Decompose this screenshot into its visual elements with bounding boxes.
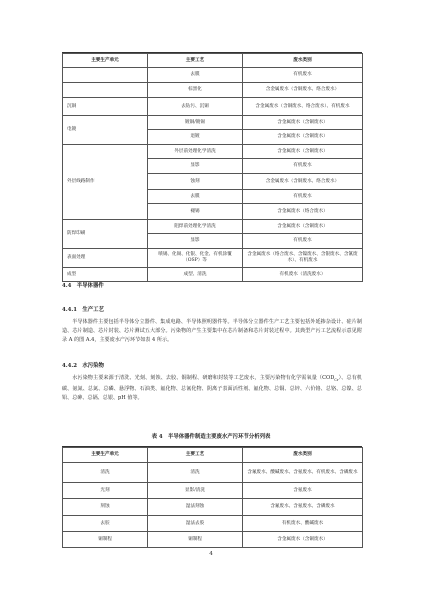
table-row — [63, 83, 363, 98]
cell-waste: 含氟废水、含氨废水、含磷废水 — [243, 499, 363, 516]
cell-unit: 防焊印刷 — [63, 220, 148, 249]
cell-waste: 含氨废水 — [243, 483, 363, 499]
cell-waste: 有机废水 — [243, 159, 363, 174]
cod-subscript: Cr — [334, 378, 339, 383]
cell-process: 蚀刻 — [148, 174, 243, 190]
cell-waste: 有机废水、酸碱废水 — [243, 516, 363, 532]
cell-process: 铜制程 — [148, 532, 243, 548]
paragraph-text-a: 水污染物主要来源于清洗、光刻、刻蚀、去胶、铜制程、研磨和封装等工艺废水，主要污染物有化学需氧量（COD — [72, 375, 335, 381]
paragraph-production-process: 半导体器件主要包括半导体分立器件、集成电路、半导体照明器件等。半导体分立器件生产工艺主要包括外延掺杂设计、硅片制造、芯片制造、芯片封装、芯片测试五大部分。污染物的产生主要集中在芯片制备和芯片封装过程中。其典型产污工艺流程示意见附录 A 的图 A.4，主要废水产污环节如表 4 所示。 — [62, 319, 362, 343]
table-header-row — [63, 448, 363, 463]
table-row — [63, 98, 363, 116]
header-process: 主要工艺 — [148, 54, 243, 68]
section-heading-4-4-2: 4.4.2 水污染物 — [62, 363, 104, 369]
cell-process: 棕黑化 — [148, 83, 243, 98]
cell-waste: 有机废水 — [243, 190, 363, 204]
header-process: 主要工艺 — [148, 448, 243, 463]
cell-waste: 有机废水 — [243, 68, 363, 83]
cell-unit: 去胶 — [63, 516, 148, 532]
cell-process: 去膜 — [148, 190, 243, 204]
cell-waste: 含金属废水（含铜废水） — [243, 532, 363, 548]
cell-unit: 刻蚀 — [63, 499, 148, 516]
cell-waste: 含金属废水（络合废水） — [243, 204, 363, 220]
header-unit: 主要生产单元 — [63, 54, 148, 68]
paragraph-water-pollutants — [62, 374, 362, 403]
wastewater-table-bottom — [62, 447, 363, 548]
table-row — [63, 463, 363, 483]
cell-waste: 含金属废水（含铜废水） — [243, 116, 363, 130]
page-number: 4 — [209, 551, 213, 557]
header-waste: 废水类别 — [243, 54, 363, 68]
table-row — [63, 220, 363, 234]
cell-process: 成型、清洗 — [148, 268, 243, 282]
cell-unit: 铜制程 — [63, 532, 148, 548]
header-waste: 废水类别 — [243, 448, 363, 463]
cell-unit: 清洗 — [63, 463, 148, 483]
cell-process: 去钻污、沉铜 — [148, 98, 243, 116]
table-row — [63, 68, 363, 83]
cell-waste: 含金属废水（含铜废水、络合废水） — [243, 174, 363, 190]
cell-process: 湿法刻蚀 — [148, 499, 243, 516]
cell-process: 镀铜/镀锡 — [148, 116, 243, 130]
wastewater-table-top — [62, 53, 363, 282]
table-caption: 表 4 半导体器件制造主要废水产污环节分析列表 — [151, 434, 271, 440]
cell-waste: 含金属废水（含铜废水、络合废水）、有机废水 — [243, 98, 363, 116]
table-row — [63, 483, 363, 499]
cell-waste: 含金属废水（含铜废水、络合废水） — [243, 83, 363, 98]
cell-unit — [63, 83, 148, 98]
cell-waste: 有机废水（清洗废水） — [243, 268, 363, 282]
table-row — [63, 116, 363, 130]
table-header-row — [63, 54, 363, 68]
cell-unit: 沉铜 — [63, 98, 148, 116]
cell-unit: 表面处理 — [63, 249, 148, 268]
table-row — [63, 145, 363, 159]
cell-waste: 含金属废水（含铜废水） — [243, 220, 363, 234]
paragraph-text-b: ）、总有机碳、氨氮、总氮、总磷、悬浮物、石油类、氟化物、总氰化物、阴离子表面活性剂、氟化物、总铜、总锌、六价铬、总铬、总镍、总铅、总砷、总镉、总银、pH 值等。 — [62, 375, 363, 401]
cell-process: 清洗 — [148, 463, 243, 483]
cell-process: 褪锡 — [148, 204, 243, 220]
cell-process: 去膜 — [148, 68, 243, 83]
table-row — [63, 268, 363, 282]
section-heading-4-4-1: 4.4.1 生产工艺 — [62, 307, 104, 313]
cell-waste: 含金属废水（含铜废水） — [243, 130, 363, 145]
cell-waste: 有机废水 — [243, 234, 363, 249]
table-row — [63, 532, 363, 548]
cell-unit: 光刻 — [63, 483, 148, 499]
cell-process: 阻焊前处理化学清洗 — [148, 220, 243, 234]
table-row — [63, 249, 363, 268]
cell-process: 退镀 — [148, 130, 243, 145]
cell-unit: 外层线路制作 — [63, 145, 148, 220]
cell-process: 湿法去胶 — [148, 516, 243, 532]
cell-unit: 成型 — [63, 268, 148, 282]
cell-process: 喷锡、化锡、化银、化金、有机涂覆（OSP）等 — [148, 249, 243, 268]
cell-process: 外层前处理化学清洗 — [148, 145, 243, 159]
cell-waste: 含氟废水、酸碱废水、含氨废水、有机废水、含磷废水 — [243, 463, 363, 483]
section-heading-4-4: 4.4 半导体器件 — [62, 283, 104, 289]
cell-process: 显影 — [148, 159, 243, 174]
cell-waste: 含金属废水（含铜废水） — [243, 145, 363, 159]
cell-process: 显影 — [148, 234, 243, 249]
cell-process: 显影/清洗 — [148, 483, 243, 499]
header-unit: 主要生产单元 — [63, 448, 148, 463]
table-row — [63, 499, 363, 516]
cell-unit: 电镀 — [63, 116, 148, 145]
table-row — [63, 516, 363, 532]
cell-waste: 含金属废水（络合废水、含镍废水、含银废水、含氰废水）、有机废水 — [243, 249, 363, 268]
cell-unit — [63, 68, 148, 83]
